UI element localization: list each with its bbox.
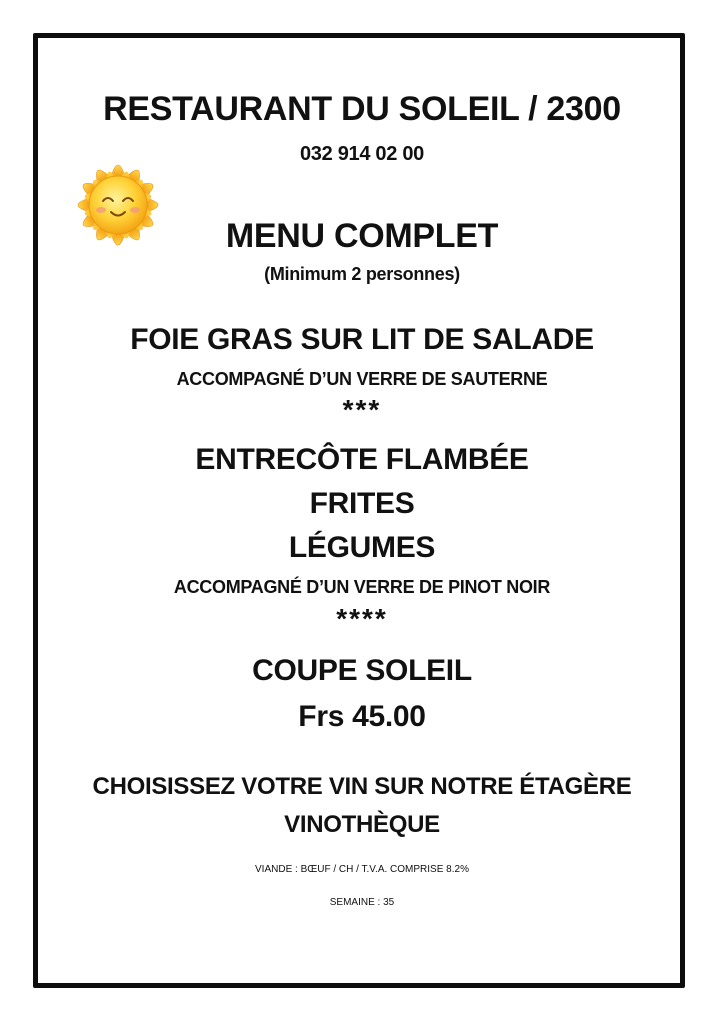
wine-note-line-2: VINOTHÈQUE bbox=[284, 811, 440, 838]
starter-dish: FOIE GRAS SUR LIT DE SALADE bbox=[130, 323, 594, 356]
menu-price: Frs 45.00 bbox=[298, 700, 426, 733]
dessert-dish: COUPE SOLEIL bbox=[252, 654, 472, 687]
meat-origin-note: VIANDE : BŒUF / CH / T.V.A. COMPRISE 8.2% bbox=[255, 864, 469, 875]
starter-wine-pairing: ACCOMPAGNÉ D’UN VERRE DE SAUTERNE bbox=[176, 369, 548, 389]
restaurant-title: RESTAURANT DU SOLEIL / 2300 bbox=[103, 90, 621, 128]
side-vegetables: LÉGUMES bbox=[288, 531, 436, 564]
main-wine-pairing: ACCOMPAGNÉ D’UN VERRE DE PINOT NOIR bbox=[173, 577, 551, 597]
course-separator: *** bbox=[342, 394, 382, 425]
side-fries: FRITES bbox=[309, 487, 415, 520]
menu-heading: MENU COMPLET bbox=[225, 217, 499, 255]
week-number: SEMAINE : 35 bbox=[329, 897, 395, 908]
phone-number: 032 914 02 00 bbox=[299, 143, 424, 165]
minimum-persons-note: (Minimum 2 personnes) bbox=[264, 264, 460, 284]
wine-note-line-1: CHOISISSEZ VOTRE VIN SUR NOTRE ÉTAGÈRE bbox=[92, 773, 632, 800]
main-dish: ENTRECÔTE FLAMBÉE bbox=[195, 443, 529, 476]
course-separator: **** bbox=[336, 603, 388, 634]
